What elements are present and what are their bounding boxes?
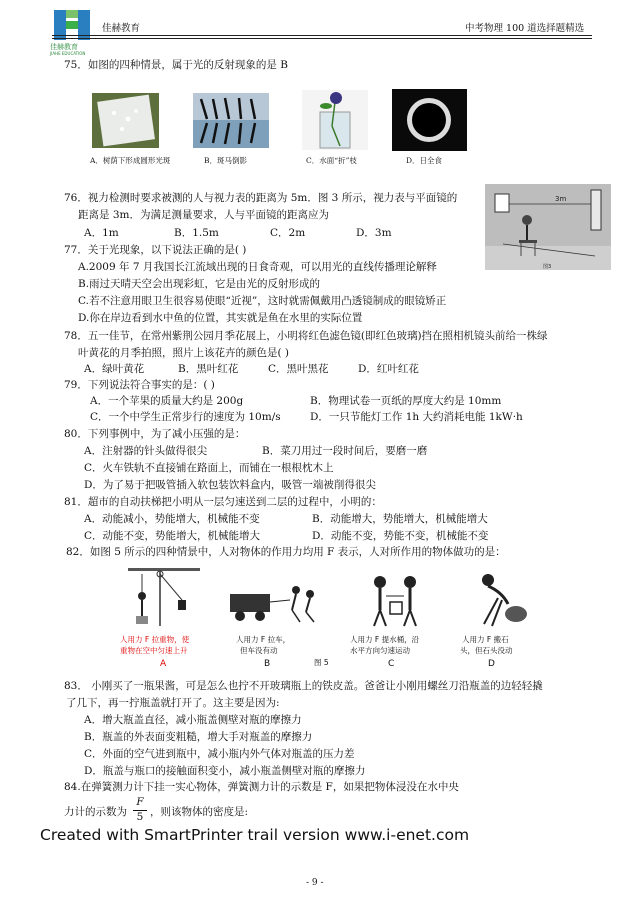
q82-caption-a-line1: 人用力 F 拉重物，使 xyxy=(120,635,190,644)
q76-figure xyxy=(485,184,611,270)
q84-line2-post: ，则该物体的密度是: xyxy=(150,806,249,818)
q75-image-a xyxy=(92,93,159,148)
q82-caption-d-line1: 人用力 F 搬石 xyxy=(462,635,509,644)
watermark-text: Created with SmartPrinter trail version www.i-enet.com xyxy=(40,826,470,844)
q76-figure-caption: 图3 xyxy=(543,264,552,270)
q75-caption-a: A．树荫下形成圆形光斑 xyxy=(90,156,171,165)
q82-caption-b-letter: B xyxy=(264,659,271,669)
logo-subtext: JIAHE EDUCATION xyxy=(50,51,86,56)
q82-figure-caption: 图 5 xyxy=(314,658,329,667)
q78-line2: 叶黄花的月季拍照，照片上该花卉的颜色是( ) xyxy=(78,347,290,359)
q84-fraction-denominator: 5 xyxy=(136,811,144,823)
header-org: 佳赫教育 xyxy=(102,23,141,34)
q81-option-d: D．动能不变，势能不变，机械能不变 xyxy=(312,530,489,542)
q82-image-d xyxy=(462,570,532,630)
q76-option-c: C．2m xyxy=(270,227,306,239)
header-title: 中考物理 100 道选择题精选 xyxy=(465,23,585,34)
q76-figure-label: 3m xyxy=(555,195,567,203)
q78-option-c: C．黑叶黑花 xyxy=(268,363,329,375)
q77-option-d: D.你在岸边看到水中鱼的位置，其实就是鱼在水里的实际位置 xyxy=(78,312,363,324)
q81-stem: 81．超市的自动扶梯把小明从一层匀速送到二层的过程中，小明的： xyxy=(64,496,382,508)
q77-option-b: B.雨过天晴天空会出现彩虹，它是由光的反射形成的 xyxy=(78,278,321,290)
q82-caption-a-line2: 重物在空中匀速上升 xyxy=(120,646,188,655)
q82-caption-d-line2: 头，但石头没动 xyxy=(460,646,513,655)
q82-caption-b-line2: 但车没有动 xyxy=(240,646,278,655)
header-divider xyxy=(52,35,592,36)
q78-option-a: A．绿叶黄花 xyxy=(84,363,145,375)
q75-caption-c: C．水面“折”枝 xyxy=(306,156,357,165)
q83-option-a: A．增大瓶盖直径，减小瓶盖侧壁对瓶的摩擦力 xyxy=(84,714,302,726)
q77-stem: 77．关于光现象，以下说法正确的是( ) xyxy=(64,244,247,256)
q81-option-a: A．动能减小，势能增大，机械能不变 xyxy=(84,513,260,525)
logo-text: 佳赫教育 xyxy=(50,43,78,51)
q83-option-c: C．外面的空气进到瓶中，减小瓶内外气体对瓶盖的压力差 xyxy=(84,748,355,760)
q78-option-b: B．黑叶红花 xyxy=(178,363,239,375)
q82-image-a xyxy=(120,566,210,630)
q75-caption-b: B．斑马倒影 xyxy=(204,156,248,165)
q79-option-c: C．一个中学生正常步行的速度为 10m/s xyxy=(90,411,281,423)
q79-option-b: B．物理试卷一页纸的厚度大约是 10mm xyxy=(310,395,502,407)
q75-image-b xyxy=(193,93,269,148)
q79-option-d: D．一只节能灯工作 1h 大约消耗电能 1kW·h xyxy=(310,411,523,423)
q76-option-b: B．1.5m xyxy=(174,227,219,239)
header-divider-thin xyxy=(52,38,592,39)
q78-option-d: D．红叶红花 xyxy=(358,363,419,375)
q80-option-a: A．注射器的针头做得很尖 xyxy=(84,445,208,457)
q82-image-c xyxy=(366,574,426,630)
q84-line1: 84.在弹簧测力计下挂一实心物体，弹簧测力计的示数是 F，如果把物体浸没在水中央 xyxy=(64,781,459,793)
q77-option-c: C.若不注意用眼卫生很容易使眼“近视”，这时就需佩戴用凸透镜制成的眼镜矫正 xyxy=(78,295,447,307)
q75-caption-d: D．日全食 xyxy=(406,156,443,165)
page-number: - 9 - xyxy=(306,878,324,888)
q79-option-a: A．一个苹果的质量大约是 200g xyxy=(90,395,244,407)
q78-line1: 78．五一佳节，在常州紫荆公园月季花展上，小明将红色滤色镜(即红色玻璃)挡在照相机镜头前给一株绿 xyxy=(64,330,548,342)
q75-image-d xyxy=(392,89,467,151)
q82-image-b xyxy=(226,584,322,624)
q79-stem: 79．下列说法符合事实的是：( ) xyxy=(64,379,215,391)
q83-option-d: D．瓶盖与瓶口的接触面积变小，减小瓶盖侧壁对瓶的摩擦力 xyxy=(84,765,366,777)
q80-option-d: D．为了易于把吸管插入软包装饮料盒内，吸管一端被削得很尖 xyxy=(84,479,376,491)
q82-stem: 82．如图 5 所示的四种情景中，人对物体的作用力均用 F 表示，人对所作用的物体做功的是： xyxy=(66,546,506,558)
q82-caption-a-letter: A xyxy=(160,659,167,669)
q80-option-c: C．火车铁轨不直接铺在路面上，而铺在一根根枕木上 xyxy=(84,462,334,474)
q75-stem: 75．如图的四种情景，属于光的反射现象的是 B xyxy=(64,59,288,71)
q80-stem: 80．下列事例中，为了减小压强的是： xyxy=(64,428,246,440)
q76-option-d: D．3m xyxy=(356,227,392,239)
q75-image-c xyxy=(302,90,368,150)
q84-fraction-numerator: F xyxy=(136,796,144,808)
q82-caption-c-letter: C xyxy=(388,659,395,669)
q82-caption-b-line1: 人用力 F 拉车， xyxy=(236,635,291,644)
q84-line2-pre: 力计的示数为 xyxy=(64,806,127,818)
q76-option-a: A．1m xyxy=(84,227,119,239)
q76-line1: 76．视力检测时要求被测的人与视力表的距离为 5m．图 3 所示，视力表与平面镜的 xyxy=(64,192,458,204)
q77-option-a: A.2009 年 7 月我国长江流域出现的日食奇观，可以用光的直线传播理论解释 xyxy=(78,261,437,273)
q83-line2: 了几下，再一拧瓶盖就打开了。这主要是因为: xyxy=(66,697,280,709)
q76-line2: 距离是 3m．为满足测量要求，人与平面镜的距离应为 xyxy=(78,209,329,221)
q83-option-b: B．瓶盖的外表面变粗糙，增大手对瓶盖的摩擦力 xyxy=(84,731,313,743)
q82-caption-d-letter: D xyxy=(488,659,495,669)
q81-option-b: B．动能增大，势能增大，机械能增大 xyxy=(312,513,488,525)
q82-caption-c-line2: 水平方向匀速运动 xyxy=(350,646,410,655)
q83-line1: 83． 小刚买了一瓶果酱，可是怎么也拧不开玻璃瓶上的铁皮盖。爸爸让小刚用螺丝刀沿瓶盖的边轻轻撬 xyxy=(64,680,543,692)
q80-option-b: B．菜刀用过一段时间后，要磨一磨 xyxy=(262,445,428,457)
q81-option-c: C．动能不变，势能增大，机械能增大 xyxy=(84,530,261,542)
q82-caption-c-line1: 人用力 F 提水桶，沿 xyxy=(350,635,420,644)
